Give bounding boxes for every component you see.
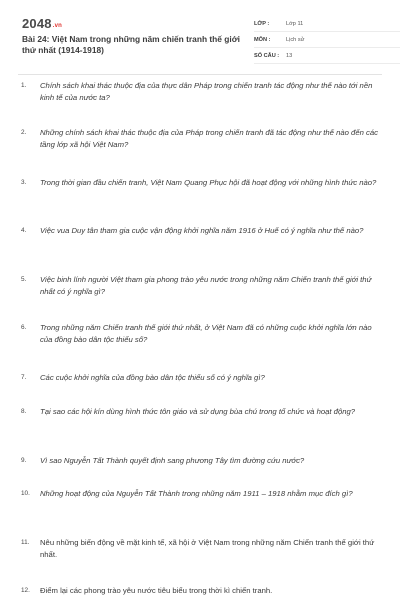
question-number: 12. <box>21 587 30 594</box>
question-item <box>18 274 382 298</box>
lesson-title: Bài 24: Việt Nam trong những năm chiến tranh thế giới thứ nhất (1914-1918) <box>22 34 241 55</box>
meta-subject-row <box>254 32 400 48</box>
question-item <box>18 322 382 346</box>
meta-count-value: 13 <box>286 52 293 59</box>
question-item <box>18 80 382 104</box>
question-number: 6. <box>21 324 27 331</box>
question-item <box>18 585 272 597</box>
meta-count-label: SỐ CÂU : <box>254 52 280 59</box>
question-number: 11. <box>21 539 30 546</box>
question-number: 10. <box>21 490 30 497</box>
worksheet-header <box>18 14 382 75</box>
question-item <box>18 455 304 467</box>
question-item <box>18 406 355 418</box>
question-text: Những chính sách khai thác thuộc địa của Pháp trong chiến tranh đã tác động như thế nào đến các tầng lớp xã hội Việt Nam? <box>40 128 378 149</box>
meta-count-row <box>254 48 400 64</box>
question-text: Việc vua Duy tân tham gia cuộc vận động khởi nghĩa năm 1916 ở Huế có ý nghĩa như thế nào? <box>40 226 364 235</box>
meta-class-value: Lớp 11 <box>286 20 304 27</box>
question-item <box>18 537 382 561</box>
logo-suffix: .vn <box>52 23 63 29</box>
question-item <box>18 488 353 500</box>
meta-class-label: LỚP : <box>254 20 270 27</box>
question-text: Các cuộc khởi nghĩa của đồng bào dân tộc thiểu số có ý nghĩa gì? <box>40 373 265 382</box>
question-text: Trong thời gian đầu chiến tranh, Việt Nam Quang Phục hội đã hoạt động với những hình thức nào? <box>40 178 377 187</box>
question-text: Trong những năm Chiến tranh thế giới thứ nhất, ở Việt Nam đã có những cuộc khởi nghĩa lớn nào của đồng bào dân tộc thiểu số? <box>40 323 372 344</box>
question-text: Việc binh lính người Việt tham gia phong trào yêu nước trong những năm Chiến tranh thế giới thứ nhất có ý nghĩa gì? <box>40 275 372 296</box>
meta-subject-label: MÔN : <box>254 36 271 43</box>
lesson-meta <box>254 16 400 64</box>
question-number: 1. <box>21 82 27 89</box>
logo-text: 2048 <box>22 16 52 31</box>
question-item <box>18 127 382 151</box>
question-text: Tại sao các hội kín dùng hình thức tôn giáo và sử dụng bùa chú trong tổ chức và hoạt động? <box>40 407 356 416</box>
question-number: 9. <box>21 457 27 464</box>
site-logo[interactable] <box>22 16 62 31</box>
question-text: Nêu những biến động về mặt kinh tế, xã hội ở Việt Nam trong những năm Chiến tranh thế giới thứ nhất. <box>40 538 375 559</box>
question-number: 4. <box>21 227 27 234</box>
question-text: Chính sách khai thác thuộc địa của thực dân Pháp trong chiến tranh tác động như thế nào tới nền kinh tế của nước ta? <box>40 81 373 102</box>
question-number: 7. <box>21 374 27 381</box>
question-text: Điểm lại các phong trào yêu nước tiêu biểu trong thời kì chiến tranh. <box>40 586 273 595</box>
question-number: 2. <box>21 129 27 136</box>
question-item <box>18 177 376 189</box>
question-number: 3. <box>21 179 27 186</box>
meta-subject-value: Lịch sử <box>286 36 305 43</box>
question-text: Những hoạt động của Nguyễn Tất Thành trong những năm 1911 – 1918 nhằm mục đích gì? <box>40 489 353 498</box>
question-item <box>18 225 363 237</box>
question-number: 5. <box>21 276 27 283</box>
question-item <box>18 372 265 384</box>
meta-class-row <box>254 16 400 32</box>
question-text: Vì sao Nguyễn Tất Thành quyết định sang phương Tây tìm đường cứu nước? <box>40 456 305 465</box>
question-number: 8. <box>21 408 27 415</box>
